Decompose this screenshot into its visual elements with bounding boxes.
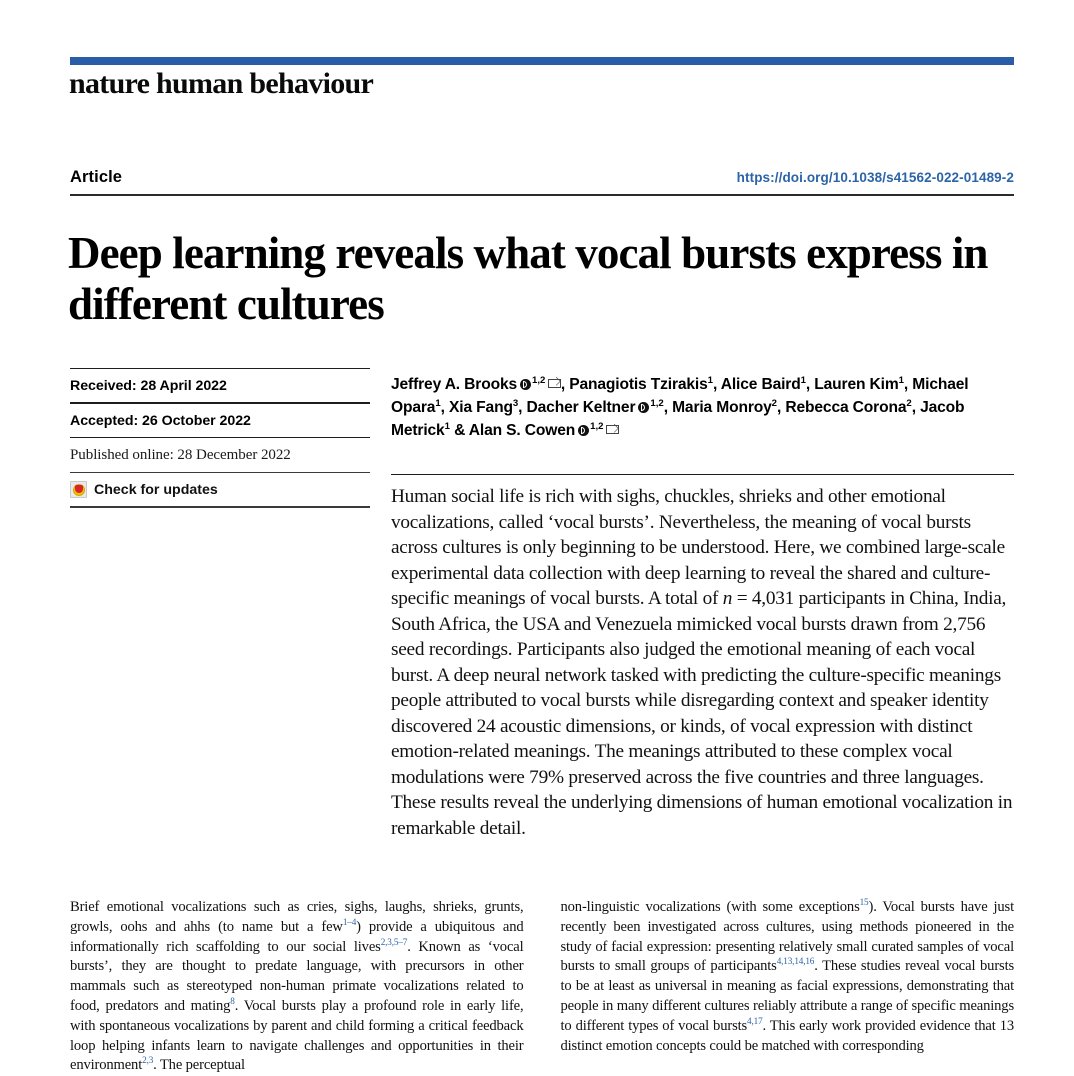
body-text: ) provide a ubiquitous and informationally rich scaffolding to our social lives bbox=[70, 918, 524, 955]
check-for-updates-button[interactable] bbox=[70, 473, 370, 506]
author-alan-cowen[interactable]: & Alan S. Cowen bbox=[449, 422, 576, 440]
body-text: non-linguistic vocalizations (with some exceptions bbox=[560, 899, 860, 915]
doi-link[interactable]: https://doi.org/10.1038/s41562-022-01489-2 bbox=[736, 170, 1014, 185]
affiliation-marker: 1 bbox=[435, 398, 441, 410]
author-dacher-keltner[interactable]: , Dacher Keltner bbox=[518, 399, 636, 417]
affiliation-marker: 2 bbox=[771, 398, 778, 410]
email-icon[interactable] bbox=[606, 425, 619, 435]
author-lauren-kim[interactable]: , Lauren Kim bbox=[805, 376, 899, 393]
affiliation-marker: 1,2 bbox=[590, 421, 604, 433]
body-columns bbox=[70, 898, 1014, 1076]
abstract-n-symbol: n bbox=[722, 588, 733, 609]
author-maria-monroy[interactable]: , Maria Monroy bbox=[663, 399, 772, 417]
header-divider bbox=[70, 194, 1014, 196]
body-column-right bbox=[561, 898, 1015, 1076]
author-xia-fang[interactable]: , Xia Fang bbox=[440, 399, 513, 417]
citation-ref[interactable]: 4,17 bbox=[747, 1015, 763, 1026]
author-rebecca-corona[interactable]: Rebecca Corona bbox=[785, 399, 907, 417]
citation-ref[interactable]: 1–4 bbox=[342, 916, 357, 927]
body-column-left bbox=[70, 898, 524, 1076]
body-text: . The perceptual bbox=[153, 1057, 245, 1074]
abstract bbox=[391, 484, 1016, 841]
author-alice-baird[interactable]: , Alice Baird bbox=[712, 376, 801, 393]
meta-divider-bottom bbox=[70, 506, 370, 507]
article-type-row bbox=[70, 168, 1014, 192]
orcid-icon[interactable] bbox=[520, 379, 531, 390]
affiliation-marker: 1 bbox=[444, 421, 450, 433]
affiliation-marker: 3 bbox=[512, 398, 519, 410]
crossmark-icon bbox=[70, 481, 87, 498]
citation-ref[interactable]: 15 bbox=[859, 897, 869, 908]
abstract-divider bbox=[391, 474, 1014, 475]
email-icon[interactable] bbox=[548, 379, 561, 389]
article-type-label: Article bbox=[70, 168, 123, 186]
citation-ref[interactable]: 8 bbox=[230, 996, 235, 1007]
author-jeffrey-brooks[interactable]: Jeffrey A. Brooks bbox=[391, 376, 517, 393]
orcid-icon[interactable] bbox=[638, 402, 649, 413]
received-date: Received: 28 April 2022 bbox=[70, 378, 227, 395]
journal-top-rule bbox=[70, 57, 1014, 65]
citation-ref[interactable]: 4,13,14,16 bbox=[776, 956, 815, 967]
accepted-date: Accepted: 26 October 2022 bbox=[70, 412, 251, 429]
body-text: Brief emotional vocalizations such as cries, sighs, laughs, shrieks, grunts, growls, oohs and ahhs (to name but a few bbox=[70, 899, 524, 935]
citation-ref[interactable]: 2,3,5–7 bbox=[380, 936, 408, 947]
citation-ref[interactable]: 2,3 bbox=[142, 1055, 154, 1066]
author-jacob-metrick[interactable]: , Jacob Metrick bbox=[391, 399, 965, 440]
affiliation-marker: 1 bbox=[707, 374, 713, 386]
author-separator: , bbox=[903, 376, 909, 393]
body-text: ). Vocal bursts have just recently been investigated across cultures, using methods pioneered in the study of facial expression: presenting relatively small curated samples of vocal bursts to small groups of participants bbox=[560, 899, 1014, 975]
affiliation-marker: 2 bbox=[906, 398, 912, 410]
author-list bbox=[391, 373, 1016, 443]
page-title: Deep learning reveals what vocal bursts express in different cultures bbox=[68, 228, 988, 330]
affiliation-marker: 1 bbox=[800, 374, 806, 386]
body-text: . This early work provided evidence that 13 distinct emotion concepts could be matched with corresponding bbox=[560, 1017, 1014, 1054]
publication-metadata bbox=[70, 368, 370, 508]
check-for-updates-label: Check for updates bbox=[94, 481, 218, 498]
published-date: Published online: 28 December 2022 bbox=[70, 447, 291, 464]
author-michael-opara[interactable]: Michael Opara bbox=[391, 376, 969, 417]
body-text: . These studies reveal vocal bursts to be at least as universal in meaning as facial expressions, demonstrating that people in many different cultures reliably attribute a range of specific meanings to different types of vocal bursts bbox=[560, 958, 1014, 1034]
affiliation-marker: 1,2 bbox=[650, 398, 664, 410]
body-text: . Known as ‘vocal bursts’, they are thought to predate language, with precursors in other mammals such as stereotyped non-human primate vocalizations related to food, predators and mating bbox=[70, 938, 524, 1014]
affiliation-marker: 1,2 bbox=[532, 374, 546, 386]
abstract-part-2: = 4,031 participants in China, India, South Africa, the USA and Venezuela mimicked vocal bursts drawn from 2,756 seed recordings. Participants also judged the emotional meaning of each vocal burst. A deep neural network tasked with predicting the culture-specific meanings people attributed to vocal bursts while disregarding context and speaker identity discovered 24 acoustic dimensions, or kinds, of vocal expression with distinct emotion-related meanings. The meanings attributed to these complex vocal modulations were 79% preserved across the five countries and three languages. These results reveal the underlying dimensions of human emotional vocalization in remarkable detail. bbox=[391, 588, 1013, 839]
author-separator: , bbox=[777, 399, 782, 417]
affiliation-marker: 1 bbox=[898, 374, 904, 386]
orcid-icon[interactable] bbox=[578, 425, 589, 436]
body-text: . Vocal bursts play a profound role in early life, with spontaneous vocalizations by parent and child forming a critical feedback loop helping infants learn to navigate challenges and opportunities in their environment bbox=[70, 997, 524, 1074]
journal-logo: nature human behaviour bbox=[69, 67, 374, 100]
author-panagiotis-tzirakis[interactable]: , Panagiotis Tzirakis bbox=[560, 376, 708, 393]
abstract-part-1: Human social life is rich with sighs, chuckles, shrieks and other emotional vocalizations, called ‘vocal bursts’. Nevertheless, the meaning of vocal bursts across cultures is only beginning to be understood. Here, we combined large-scale experimental data collection with deep learning to reveal the shared and culture-specific meanings of vocal bursts. A total of bbox=[391, 486, 1005, 609]
